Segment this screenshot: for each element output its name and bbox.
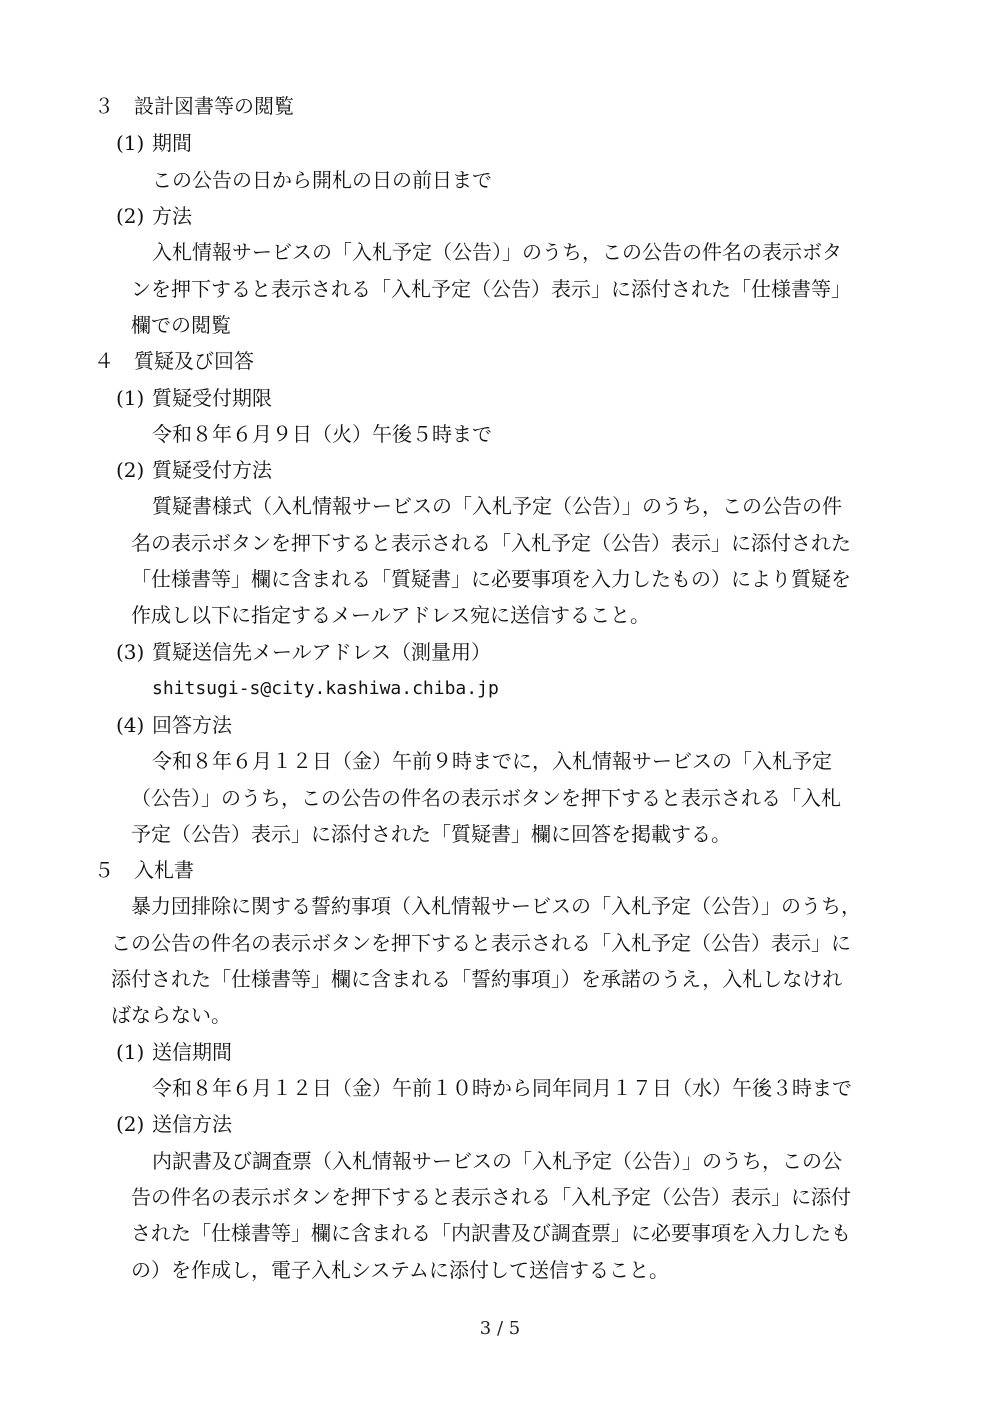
paragraph-line: 令和８年６月９日（火）午後５時まで — [152, 422, 492, 446]
paragraph-line: の）を作成し，電子入札システムに添付して送信すること。 — [131, 1258, 669, 1282]
section-5-heading: ５ 入札書 — [94, 858, 194, 882]
paragraph-line: ンを押下すると表示される「入札予定（公告）表示」に添付された「仕様書等」 — [131, 277, 851, 301]
item-title: 方法 — [152, 204, 192, 228]
item-title: 回答方法 — [152, 713, 232, 737]
item-label: (2) — [116, 1112, 145, 1136]
paragraph-line: この公告の件名の表示ボタンを押下すると表示される「入札予定（公告）表示」に — [111, 931, 851, 955]
item-label: (1) — [116, 386, 145, 410]
paragraph-line: 内訳書及び調査票（入札情報サービスの「入札予定（公告）」のうち，この公 — [152, 1149, 842, 1173]
paragraph-line: （公告）」のうち，この公告の件名の表示ボタンを押下すると表示される「入札 — [131, 786, 841, 810]
paragraph-line: ばならない。 — [111, 1003, 231, 1027]
paragraph-line: 令和８年６月１２日（金）午前１０時から同年同月１７日（水）午後３時まで — [152, 1076, 852, 1100]
item-label: (2) — [116, 458, 145, 482]
paragraph-line: 名の表示ボタンを押下すると表示される「入札予定（公告）表示」に添付された — [131, 531, 851, 555]
paragraph-line: 「仕様書等」欄に含まれる「質疑書」に必要事項を入力したもの）により質疑を — [131, 567, 851, 591]
paragraph-line: 質疑書様式（入札情報サービスの「入札予定（公告）」のうち，この公告の件 — [152, 494, 842, 518]
item-title: 送信方法 — [152, 1112, 232, 1136]
section-4-heading: ４ 質疑及び回答 — [94, 349, 254, 373]
page-number: 3 / 5 — [479, 1318, 521, 1339]
item-label: (1) — [116, 131, 145, 155]
paragraph-line: 添付された「仕様書等」欄に含まれる「誓約事項」）を承諾のうえ，入札しなけれ — [111, 967, 843, 991]
paragraph-line: された「仕様書等」欄に含まれる「内訳書及び調査票」に必要事項を入力したも — [131, 1221, 851, 1245]
item-label: (1) — [116, 1040, 145, 1064]
item-label: (3) — [116, 640, 145, 664]
paragraph-line: 告の件名の表示ボタンを押下すると表示される「入札予定（公告）表示」に添付 — [131, 1185, 851, 1209]
item-title: 質疑送信先メールアドレス（測量用） — [152, 640, 491, 664]
paragraph-line: 令和８年６月１２日（金）午前９時までに，入札情報サービスの「入札予定 — [152, 749, 832, 773]
section-3-heading: ３ 設計図書等の閲覧 — [94, 94, 294, 118]
item-title: 質疑受付方法 — [152, 458, 272, 482]
item-title: 期間 — [152, 131, 192, 155]
item-label: (4) — [116, 713, 145, 737]
paragraph-line: 入札情報サービスの「入札予定（公告）」のうち，この公告の件名の表示ボタ — [152, 240, 842, 264]
paragraph-line: 作成し以下に指定するメールアドレス宛に送信すること。 — [131, 603, 650, 627]
item-label: (2) — [116, 204, 145, 228]
item-title: 質疑受付期限 — [152, 386, 272, 410]
paragraph-line: 欄での閲覧 — [131, 313, 231, 337]
item-title: 送信期間 — [152, 1040, 232, 1064]
paragraph-line: この公告の日から開札の日の前日まで — [152, 168, 492, 192]
paragraph-line: 予定（公告）表示」に添付された「質疑書」欄に回答を掲載する。 — [131, 822, 731, 846]
email-address: shitsugi-s@city.kashiwa.chiba.jp — [152, 678, 499, 699]
paragraph-line: 暴力団排除に関する誓約事項（入札情報サービスの「入札予定（公告）」のうち， — [131, 894, 861, 918]
